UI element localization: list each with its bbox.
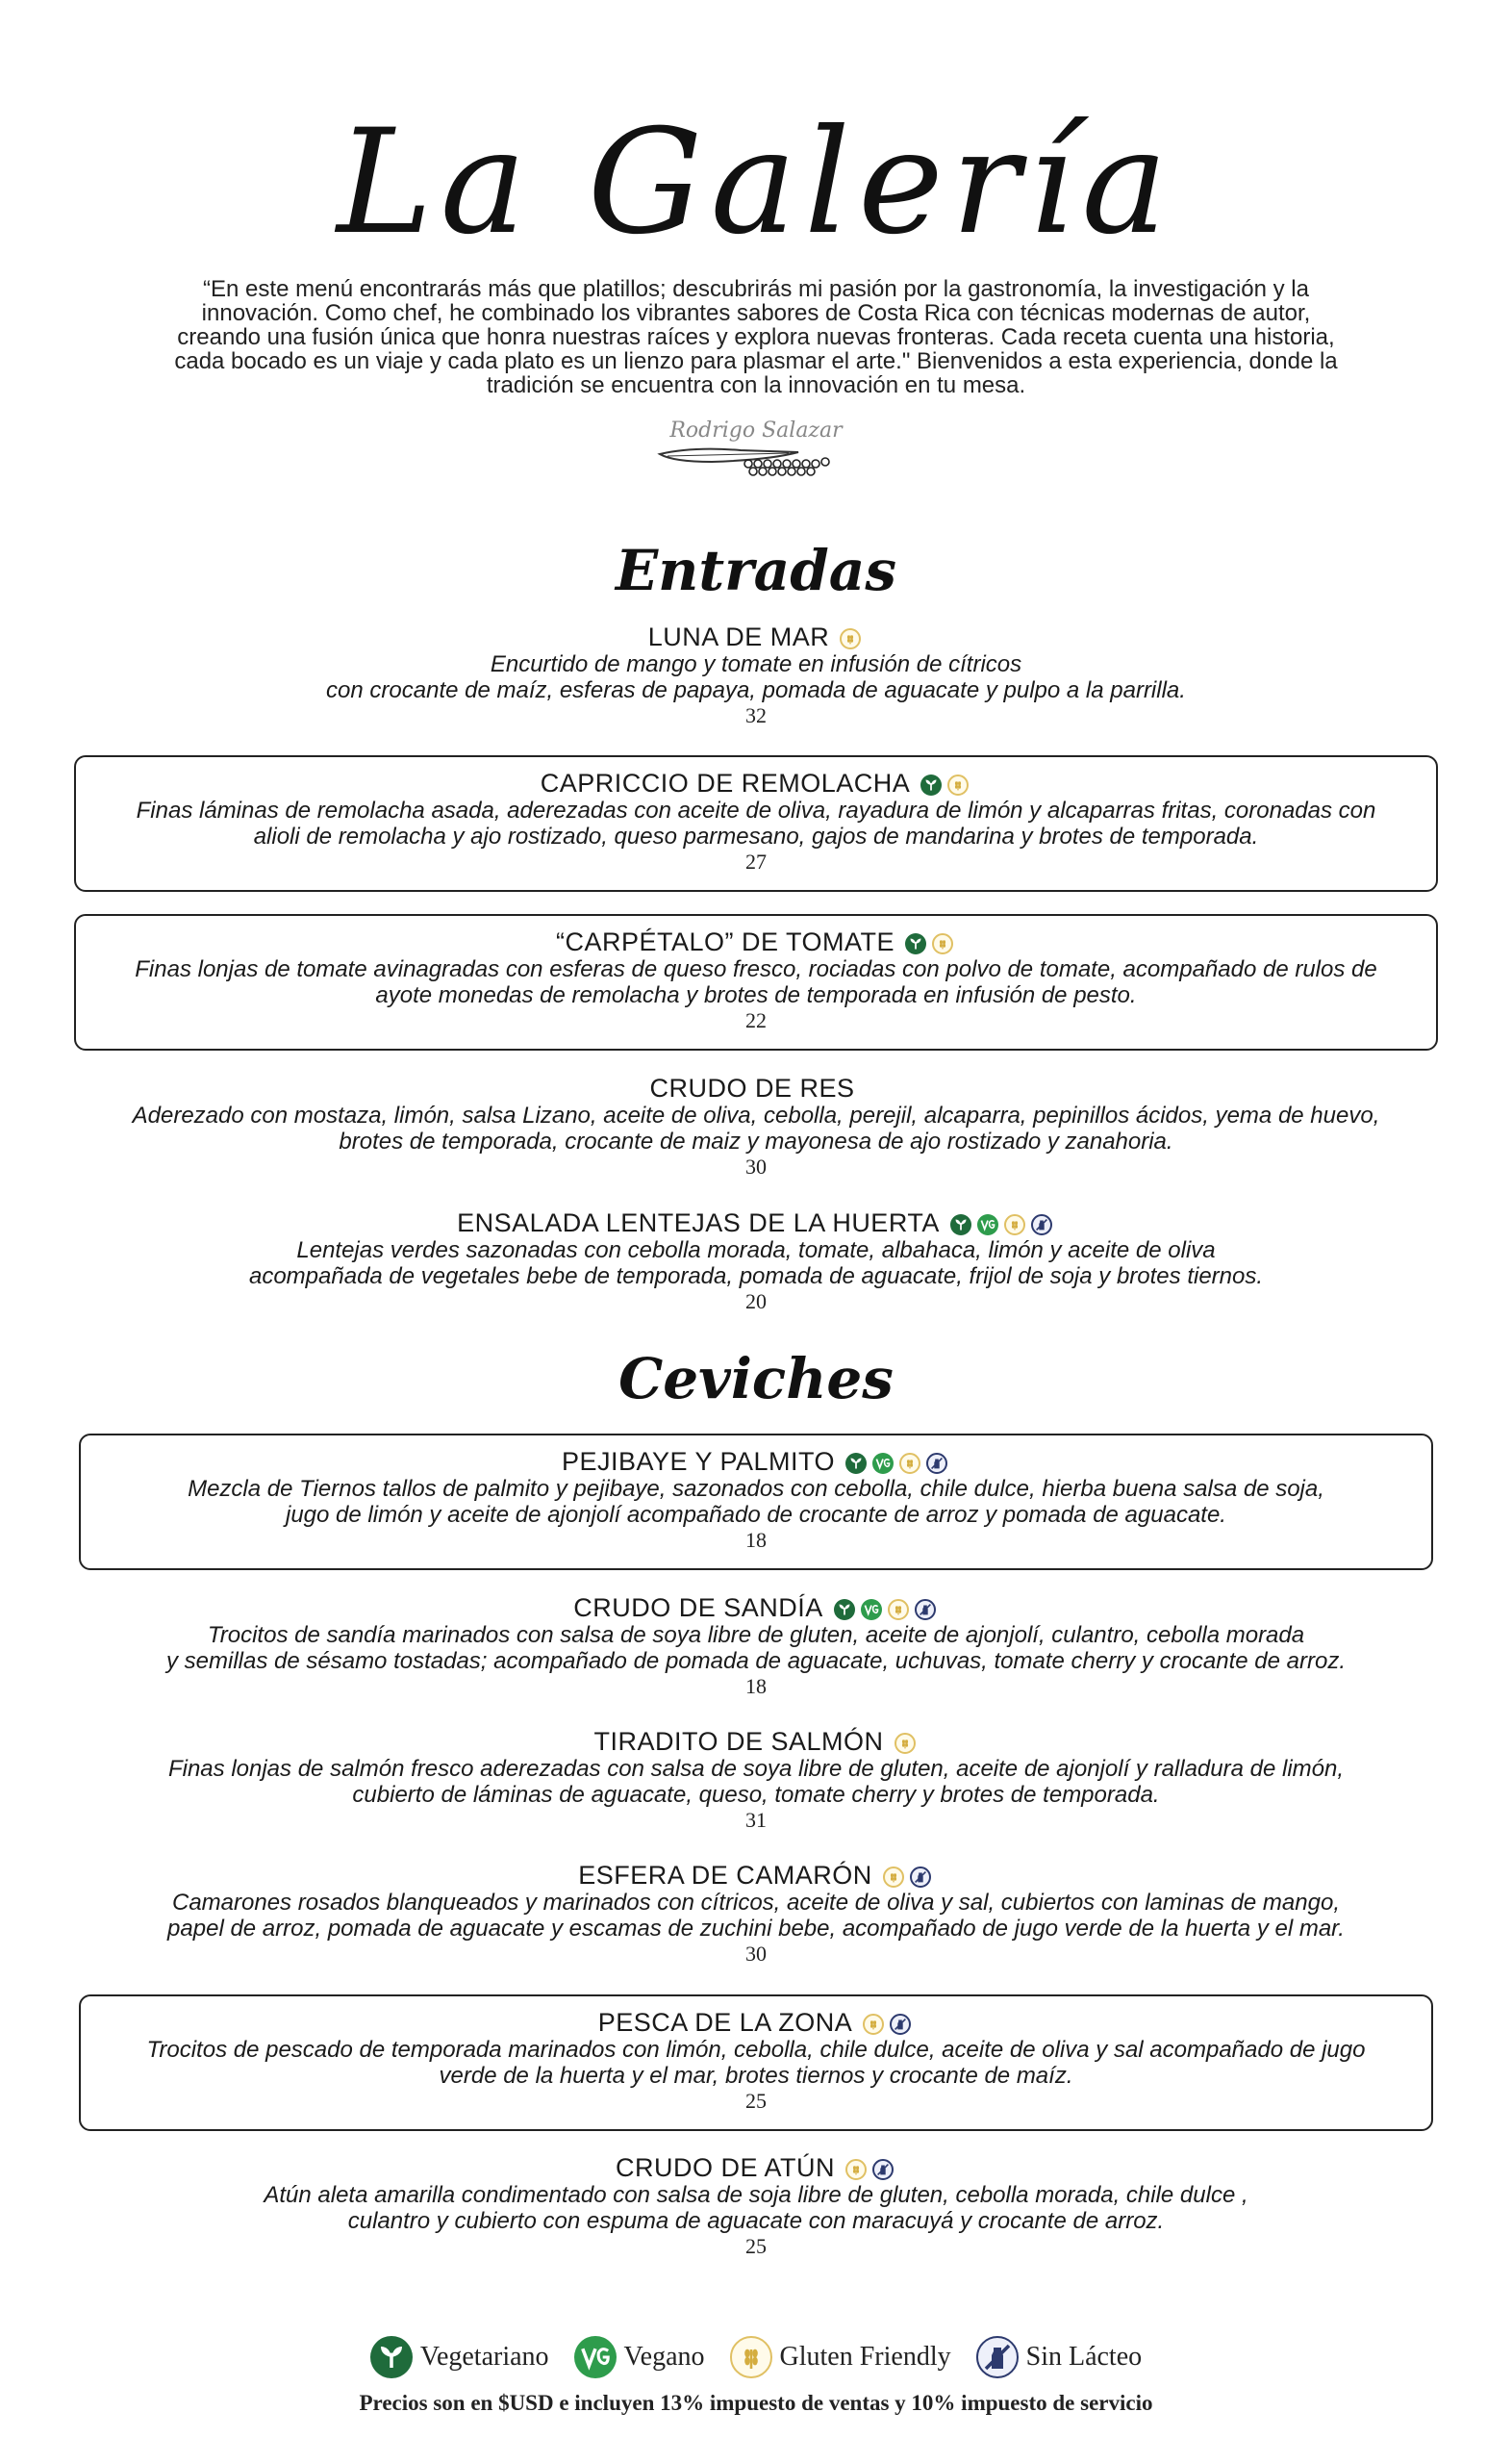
vegan-icon <box>861 1599 882 1620</box>
item-description: culantro y cubierto con espuma de aguacate con maracuyá y crocante de arroz. <box>347 2208 1165 2234</box>
gluten-friendly-icon <box>1004 1214 1025 1235</box>
item-name: ENSALADA LENTEJAS DE LA HUERTA <box>457 1208 940 1237</box>
sin-lacteo-icon <box>910 1866 931 1888</box>
gluten-friendly-icon <box>845 2159 867 2180</box>
sin-lacteo-icon <box>915 1599 936 1620</box>
sin-lacteo-icon <box>872 2159 894 2180</box>
item-description: acompañada de vegetales bebe de temporada, pomada de aguacate, frijol de soja y brotes tiernos. <box>248 1263 1264 1289</box>
item-price: 18 <box>745 1674 767 1698</box>
gluten-friendly-icon <box>840 628 861 649</box>
item-price: 25 <box>745 2234 767 2258</box>
item-description: Trocitos de sandía marinados con salsa de soya libre de gluten, aceite de ajonjolí, culantro, cebolla morada <box>207 1622 1305 1648</box>
restaurant-title: La Galería <box>337 99 1175 267</box>
menu-item-crudo-de-res <box>74 1074 1438 1180</box>
menu-item-tiradito-de-salmon <box>79 1727 1433 1833</box>
item-description: jugo de limón y aceite de ajonjolí acompañado de crocante de arroz y pomada de aguacate. <box>286 1502 1226 1528</box>
gluten-friendly-icon <box>895 1733 916 1754</box>
menu-item-pesca-de-la-zona <box>79 1994 1433 2131</box>
item-name: CAPRICCIO DE REMOLACHA <box>540 769 911 798</box>
item-price: 22 <box>745 1008 767 1032</box>
item-description: Encurtido de mango y tomate en infusión de cítricos <box>490 651 1022 677</box>
item-description: papel de arroz, pomada de aguacate y escamas de zuchini bebe, acompañado de jugo verde de la huerta y el mar. <box>167 1916 1345 1942</box>
vegan-icon <box>977 1214 998 1235</box>
gluten-friendly-icon <box>947 774 969 796</box>
item-price: 18 <box>745 1528 767 1552</box>
vegetarian-icon <box>950 1214 971 1235</box>
vegan-icon <box>872 1453 894 1474</box>
menu-item-ensalada-lentejas <box>144 1208 1368 1314</box>
legend-label: Vegano <box>623 2342 705 2372</box>
legend-gluten-friendly <box>730 2336 951 2378</box>
legend-label: Vegetariano <box>419 2342 549 2372</box>
sin-lacteo-icon <box>976 2336 1019 2378</box>
gluten-friendly-icon <box>899 1453 920 1474</box>
item-description: Mezcla de Tiernos tallos de palmito y pejibaye, sazonados con cebolla, chile dulce, hierba buena salsa de soja, <box>188 1476 1324 1502</box>
item-description: con crocante de maíz, esferas de papaya, pomada de aguacate y pulpo a la parrilla. <box>326 677 1186 703</box>
item-price: 32 <box>745 703 767 727</box>
item-description: Lentejas verdes sazonadas con cebolla morada, tomate, albahaca, limón y aceite de oliva <box>296 1237 1216 1263</box>
menu-item-crudo-de-sandia <box>79 1593 1433 1699</box>
legend-sin-lacteo <box>976 2336 1143 2378</box>
item-description: brotes de temporada, crocante de maiz y mayonesa de ajo rostizado y zanahoria. <box>339 1129 1173 1155</box>
item-name: CRUDO DE ATÚN <box>615 2153 835 2182</box>
item-name: “CARPÉTALO” DE TOMATE <box>555 927 895 956</box>
sin-lacteo-icon <box>1031 1214 1052 1235</box>
item-description: Aderezado con mostaza, limón, salsa Lizano, aceite de oliva, cebolla, perejil, alcaparra, pepinillos ácidos, yema de huevo, <box>132 1103 1380 1129</box>
menu-item-esfera-de-camaron <box>79 1861 1433 1967</box>
vegetarian-icon <box>845 1453 867 1474</box>
item-description: y semillas de sésamo tostadas; acompañado de pomada de aguacate, uchuvas, tomate cherry y crocante de arroz. <box>165 1648 1346 1674</box>
gluten-friendly-icon <box>932 933 953 954</box>
vegetarian-icon <box>920 774 942 796</box>
item-name: LUNA DE MAR <box>647 622 830 651</box>
gluten-friendly-icon <box>888 1599 909 1620</box>
menu-item-luna-de-mar <box>144 622 1368 728</box>
item-price: 31 <box>745 1808 767 1832</box>
legend-label: Sin Lácteo <box>1025 2342 1143 2372</box>
item-description: Trocitos de pescado de temporada marinados con limón, cebolla, chile dulce, aceite de oliva y sal acompañado de jugo <box>146 2037 1366 2063</box>
item-price: 30 <box>745 1942 767 1966</box>
item-description: Finas láminas de remolacha asada, aderezadas con aceite de oliva, rayadura de limón y alcaparras fritas, coronadas con <box>136 798 1376 824</box>
item-price: 27 <box>745 850 767 874</box>
legend-label: Gluten Friendly <box>779 2342 951 2372</box>
diet-legend <box>0 2336 1512 2378</box>
price-note: Precios son en $USD e incluyen 13% impuesto de ventas y 10% impuesto de servicio <box>359 2391 1153 2415</box>
item-name: PEJIBAYE Y PALMITO <box>561 1447 836 1476</box>
item-description: cubierto de láminas de aguacate, queso, tomate cherry y brotes de temporada. <box>352 1782 1160 1808</box>
item-name: PESCA DE LA ZONA <box>597 2008 853 2037</box>
item-description: Finas lonjas de salmón fresco aderezadas con salsa de soya libre de gluten, aceite de ajonjolí y ralladura de limón, <box>167 1756 1345 1782</box>
item-description: Finas lonjas de tomate avinagradas con esferas de queso fresco, rociadas con polvo de tomate, acompañado de rulos de <box>135 956 1377 982</box>
section-title-ceviches: Ceviches <box>618 1346 894 1411</box>
section-title-entradas: Entradas <box>615 538 897 603</box>
menu-item-carpetalo-de-tomate <box>74 914 1438 1051</box>
chef-intro: “En este menú encontrarás más que platillos; descubrirás mi pasión por la gastronomía, la investigación y la innovación. Como chef, he combinado los vibrantes sabores de Costa Rica con técnicas modernas de autor, creando una fusión única que honra nuestras raíces y explora nuevas fronteras. Cada receta cuenta una historia, cada bocado es un viaje y cada plato es un lienzo para plasmar el arte." Bienvenidos a esta experiencia, donde la tradición se encuentra con la innovación en tu mesa. <box>174 276 1338 398</box>
gluten-friendly-icon <box>863 2014 884 2035</box>
vegetarian-icon <box>834 1599 855 1620</box>
item-description: ayote monedas de remolacha y brotes de temporada en infusión de pesto. <box>375 982 1137 1008</box>
sin-lacteo-icon <box>890 2014 911 2035</box>
menu-item-capriccio-de-remolacha <box>74 755 1438 892</box>
item-description: verde de la huerta y el mar, brotes tiernos y crocante de maíz. <box>439 2063 1073 2089</box>
menu-item-crudo-de-atun <box>144 2153 1368 2259</box>
vegetarian-icon <box>370 2336 413 2378</box>
menu-item-pejibaye-y-palmito <box>79 1434 1433 1570</box>
gluten-friendly-icon <box>883 1866 904 1888</box>
sin-lacteo-icon <box>926 1453 947 1474</box>
item-price: 25 <box>745 2089 767 2113</box>
item-description: Camarones rosados blanqueados y marinados con cítricos, aceite de oliva y sal, cubiertos con laminas de mango, <box>172 1890 1340 1916</box>
item-name: ESFERA DE CAMARÓN <box>578 1861 872 1890</box>
vegan-icon <box>574 2336 617 2378</box>
gluten-friendly-icon <box>730 2336 772 2378</box>
chef-signature <box>654 414 858 481</box>
item-description: Atún aleta amarilla condimentado con salsa de soja libre de gluten, cebolla morada, chile dulce , <box>264 2182 1248 2208</box>
item-price: 20 <box>745 1289 767 1313</box>
vegetarian-icon <box>905 933 926 954</box>
legend-vegetarian <box>370 2336 549 2378</box>
legend-vegan <box>574 2336 705 2378</box>
svg-text:Rodrigo Salazar: Rodrigo Salazar <box>669 419 843 443</box>
item-name: CRUDO DE SANDÍA <box>573 1593 823 1622</box>
item-name: TIRADITO DE SALMÓN <box>593 1727 884 1756</box>
item-description: alioli de remolacha y ajo rostizado, queso parmesano, gajos de mandarina y brotes de temporada. <box>253 824 1259 850</box>
item-name: CRUDO DE RES <box>649 1074 855 1103</box>
item-price: 30 <box>745 1155 767 1179</box>
